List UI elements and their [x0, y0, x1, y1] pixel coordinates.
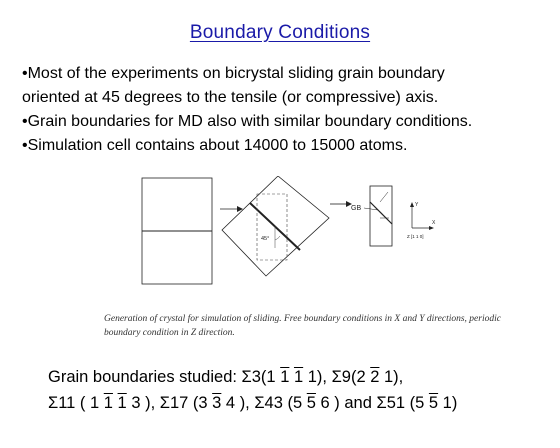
bullet-list — [22, 62, 558, 158]
sigma-3: Σ3(1 1 1 1), — [241, 368, 332, 386]
axis-z-label: Z [1 1 0] — [407, 234, 424, 239]
sliding-arrow-top — [380, 192, 388, 202]
axis-y-label: Y — [415, 202, 419, 208]
gb-line-2 — [48, 390, 548, 416]
y-axis-head — [410, 202, 414, 207]
angle-label: 45° — [261, 236, 270, 242]
gb-label: GB — [351, 205, 362, 212]
axis-x-label: X — [432, 220, 436, 226]
gb-line-1 — [48, 364, 548, 390]
cell-grain-boundary — [370, 202, 392, 224]
figure-caption: Generation of crystal for simulation of sliding. Free boundary conditions in X and Y directions, periodic boundary condition in Z direction. — [104, 314, 501, 338]
bicrystal-diagram — [140, 176, 450, 302]
sigma-11: Σ11 ( 1 1 1 3 ), — [48, 394, 160, 412]
x-axis-head — [429, 226, 434, 230]
gb-prefix: Grain boundaries studied: — [48, 368, 242, 386]
sigma-9: Σ9(2 2 1), — [331, 368, 404, 386]
simulation-cell — [370, 186, 392, 246]
slide-title: Boundary Conditions — [189, 22, 371, 43]
bullet-line-2: oriented at 45 degrees to the tensile (or compressive) axis. — [22, 89, 439, 106]
sigma-43: Σ43 (5 5 6 ) and — [254, 394, 377, 412]
grain-boundaries-studied — [48, 364, 548, 416]
sigma-51: Σ51 (5 5 1) — [376, 394, 458, 412]
cut-region — [257, 194, 287, 260]
bullet-line-1: •Most of the experiments on bicrystal sliding grain boundary — [22, 65, 445, 82]
bullet-line-3: •Grain boundaries for MD also with similar boundary conditions. — [22, 113, 473, 130]
sigma-17: Σ17 (3 3 4 ), — [159, 394, 255, 412]
bullet-line-4: •Simulation cell contains about 14000 to 15000 atoms. — [22, 137, 408, 154]
angle-arc — [275, 236, 280, 240]
